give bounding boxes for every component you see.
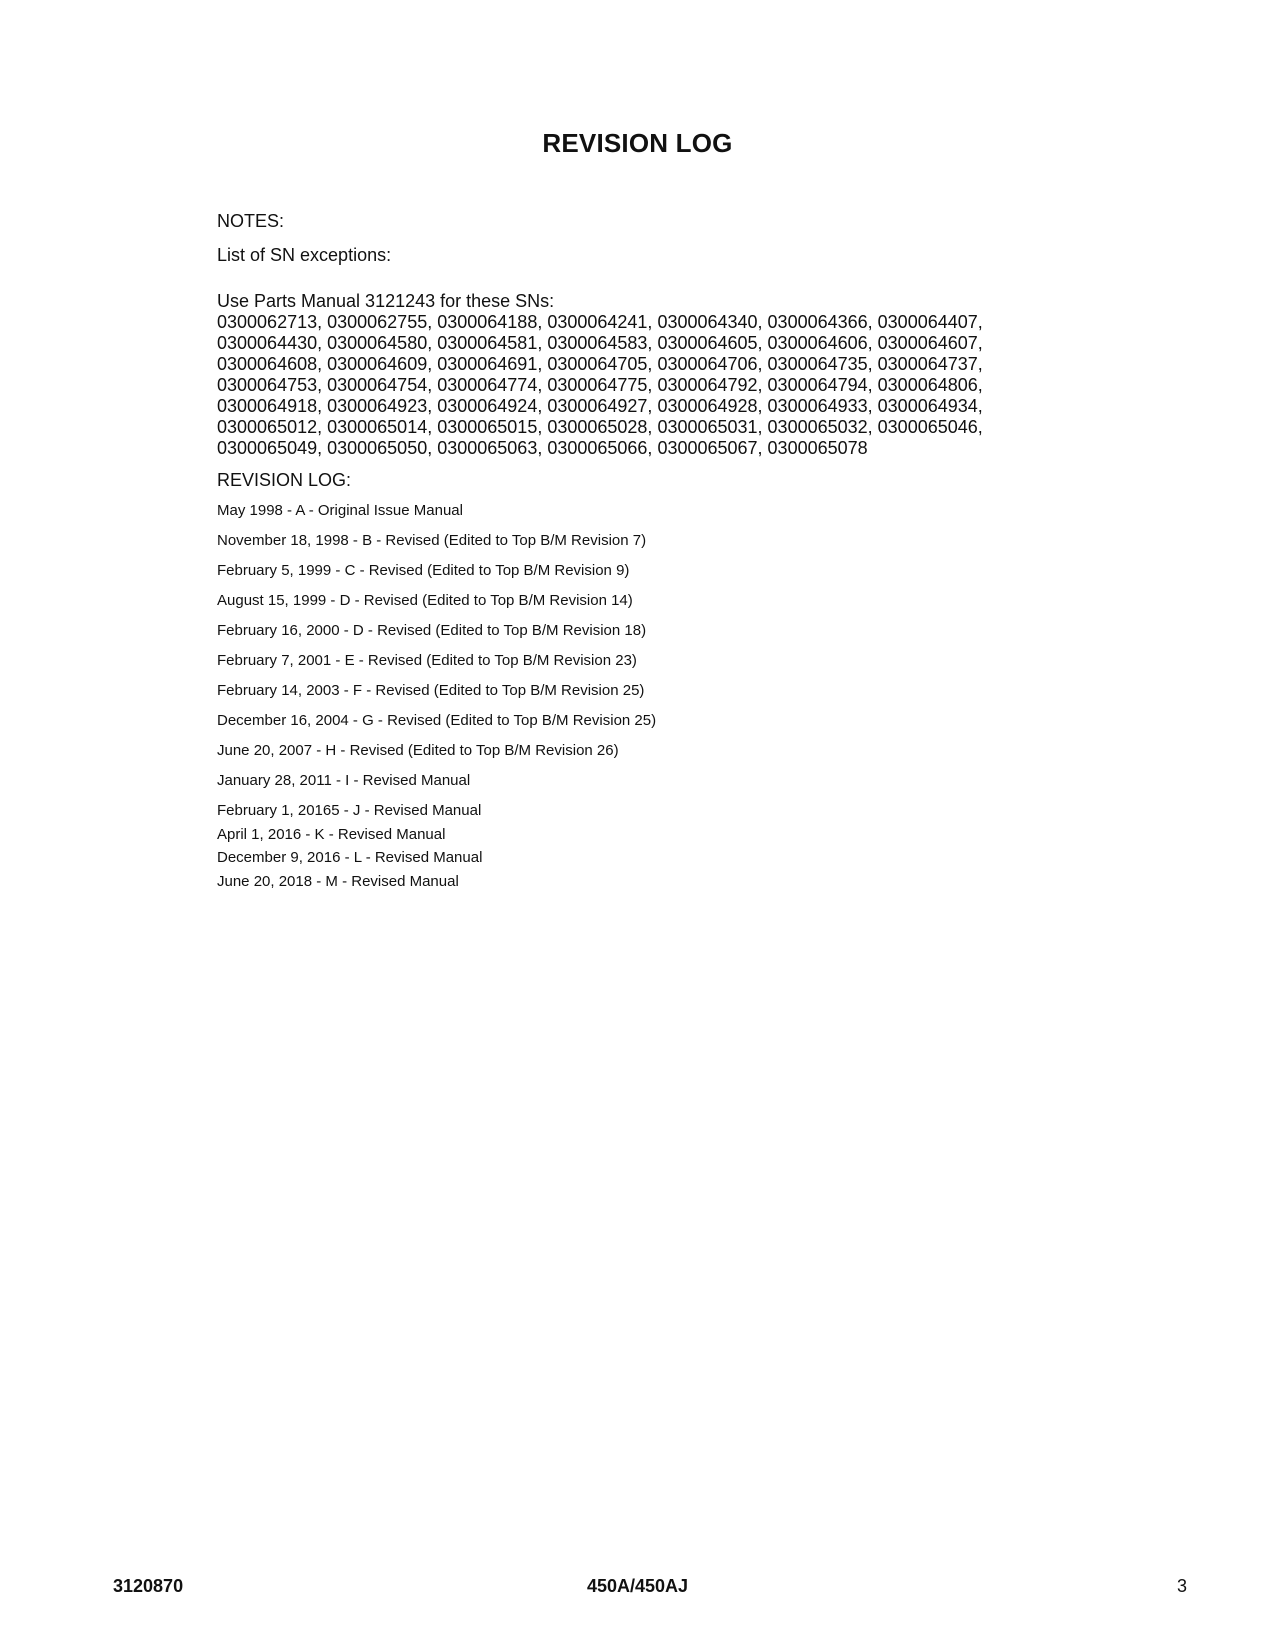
revision-entry: February 7, 2001 - E - Revised (Edited to Top B/M Revision 23) xyxy=(217,652,637,669)
revision-entry: December 16, 2004 - G - Revised (Edited to Top B/M Revision 25) xyxy=(217,712,657,729)
notes-label: NOTES: xyxy=(217,211,285,231)
serial-number-line: 0300064753, 0300064754, 0300064774, 0300064775, 0300064792, 0300064794, 0300064806, xyxy=(217,375,983,395)
revision-entry: August 15, 1999 - D - Revised (Edited to Top B/M Revision 14) xyxy=(217,592,633,609)
revision-log-list xyxy=(217,501,1097,895)
revision-entry: May 1998 - A - Original Issue Manual xyxy=(217,502,463,519)
sn-exceptions-label: List of SN exceptions: xyxy=(217,245,392,265)
document-body xyxy=(217,210,1097,895)
footer-page-number: 3 xyxy=(1176,1576,1187,1596)
serial-number-line: 0300064918, 0300064923, 0300064924, 0300064927, 0300064928, 0300064933, 0300064934, xyxy=(217,396,983,416)
page-title: REVISION LOG xyxy=(542,128,733,158)
revision-entry: April 1, 2016 - K - Revised Manual xyxy=(217,825,446,843)
serial-number-line: 0300065049, 0300065050, 0300065063, 0300065066, 0300065067, 0300065078 xyxy=(217,438,868,458)
revision-entry: November 18, 1998 - B - Revised (Edited to Top B/M Revision 7) xyxy=(217,532,647,549)
revision-entry: June 20, 2018 - M - Revised Manual xyxy=(217,872,459,890)
revision-log-label: REVISION LOG: xyxy=(217,470,352,490)
use-parts-manual-note: Use Parts Manual 3121243 for these SNs: xyxy=(217,291,555,311)
footer-model: 450A/450AJ xyxy=(586,1576,689,1596)
revision-entry: December 9, 2016 - L - Revised Manual xyxy=(217,849,483,866)
serial-number-line: 0300064608, 0300064609, 0300064691, 0300064705, 0300064706, 0300064735, 0300064737, xyxy=(217,354,983,374)
revision-entry: February 16, 2000 - D - Revised (Edited to Top B/M Revision 18) xyxy=(217,622,647,639)
serial-number-line: 0300064430, 0300064580, 0300064581, 0300064583, 0300064605, 0300064606, 0300064607, xyxy=(217,333,983,353)
serial-number-line: 0300065012, 0300065014, 0300065015, 0300065028, 0300065031, 0300065032, 0300065046, xyxy=(217,417,983,437)
page-footer xyxy=(0,1576,1275,1600)
revision-entry: June 20, 2007 - H - Revised (Edited to Top B/M Revision 26) xyxy=(217,742,619,759)
revision-entry: February 1, 20165 - J - Revised Manual xyxy=(217,802,482,819)
revision-entry: January 28, 2011 - I - Revised Manual xyxy=(217,772,471,789)
footer-doc-number: 3120870 xyxy=(113,1576,184,1596)
revision-entry: February 14, 2003 - F - Revised (Edited to Top B/M Revision 25) xyxy=(217,682,645,699)
revision-entry: February 5, 1999 - C - Revised (Edited to Top B/M Revision 9) xyxy=(217,562,630,579)
serial-number-list xyxy=(217,312,1097,459)
serial-number-line: 0300062713, 0300062755, 0300064188, 0300064241, 0300064340, 0300064366, 0300064407, xyxy=(217,312,983,332)
